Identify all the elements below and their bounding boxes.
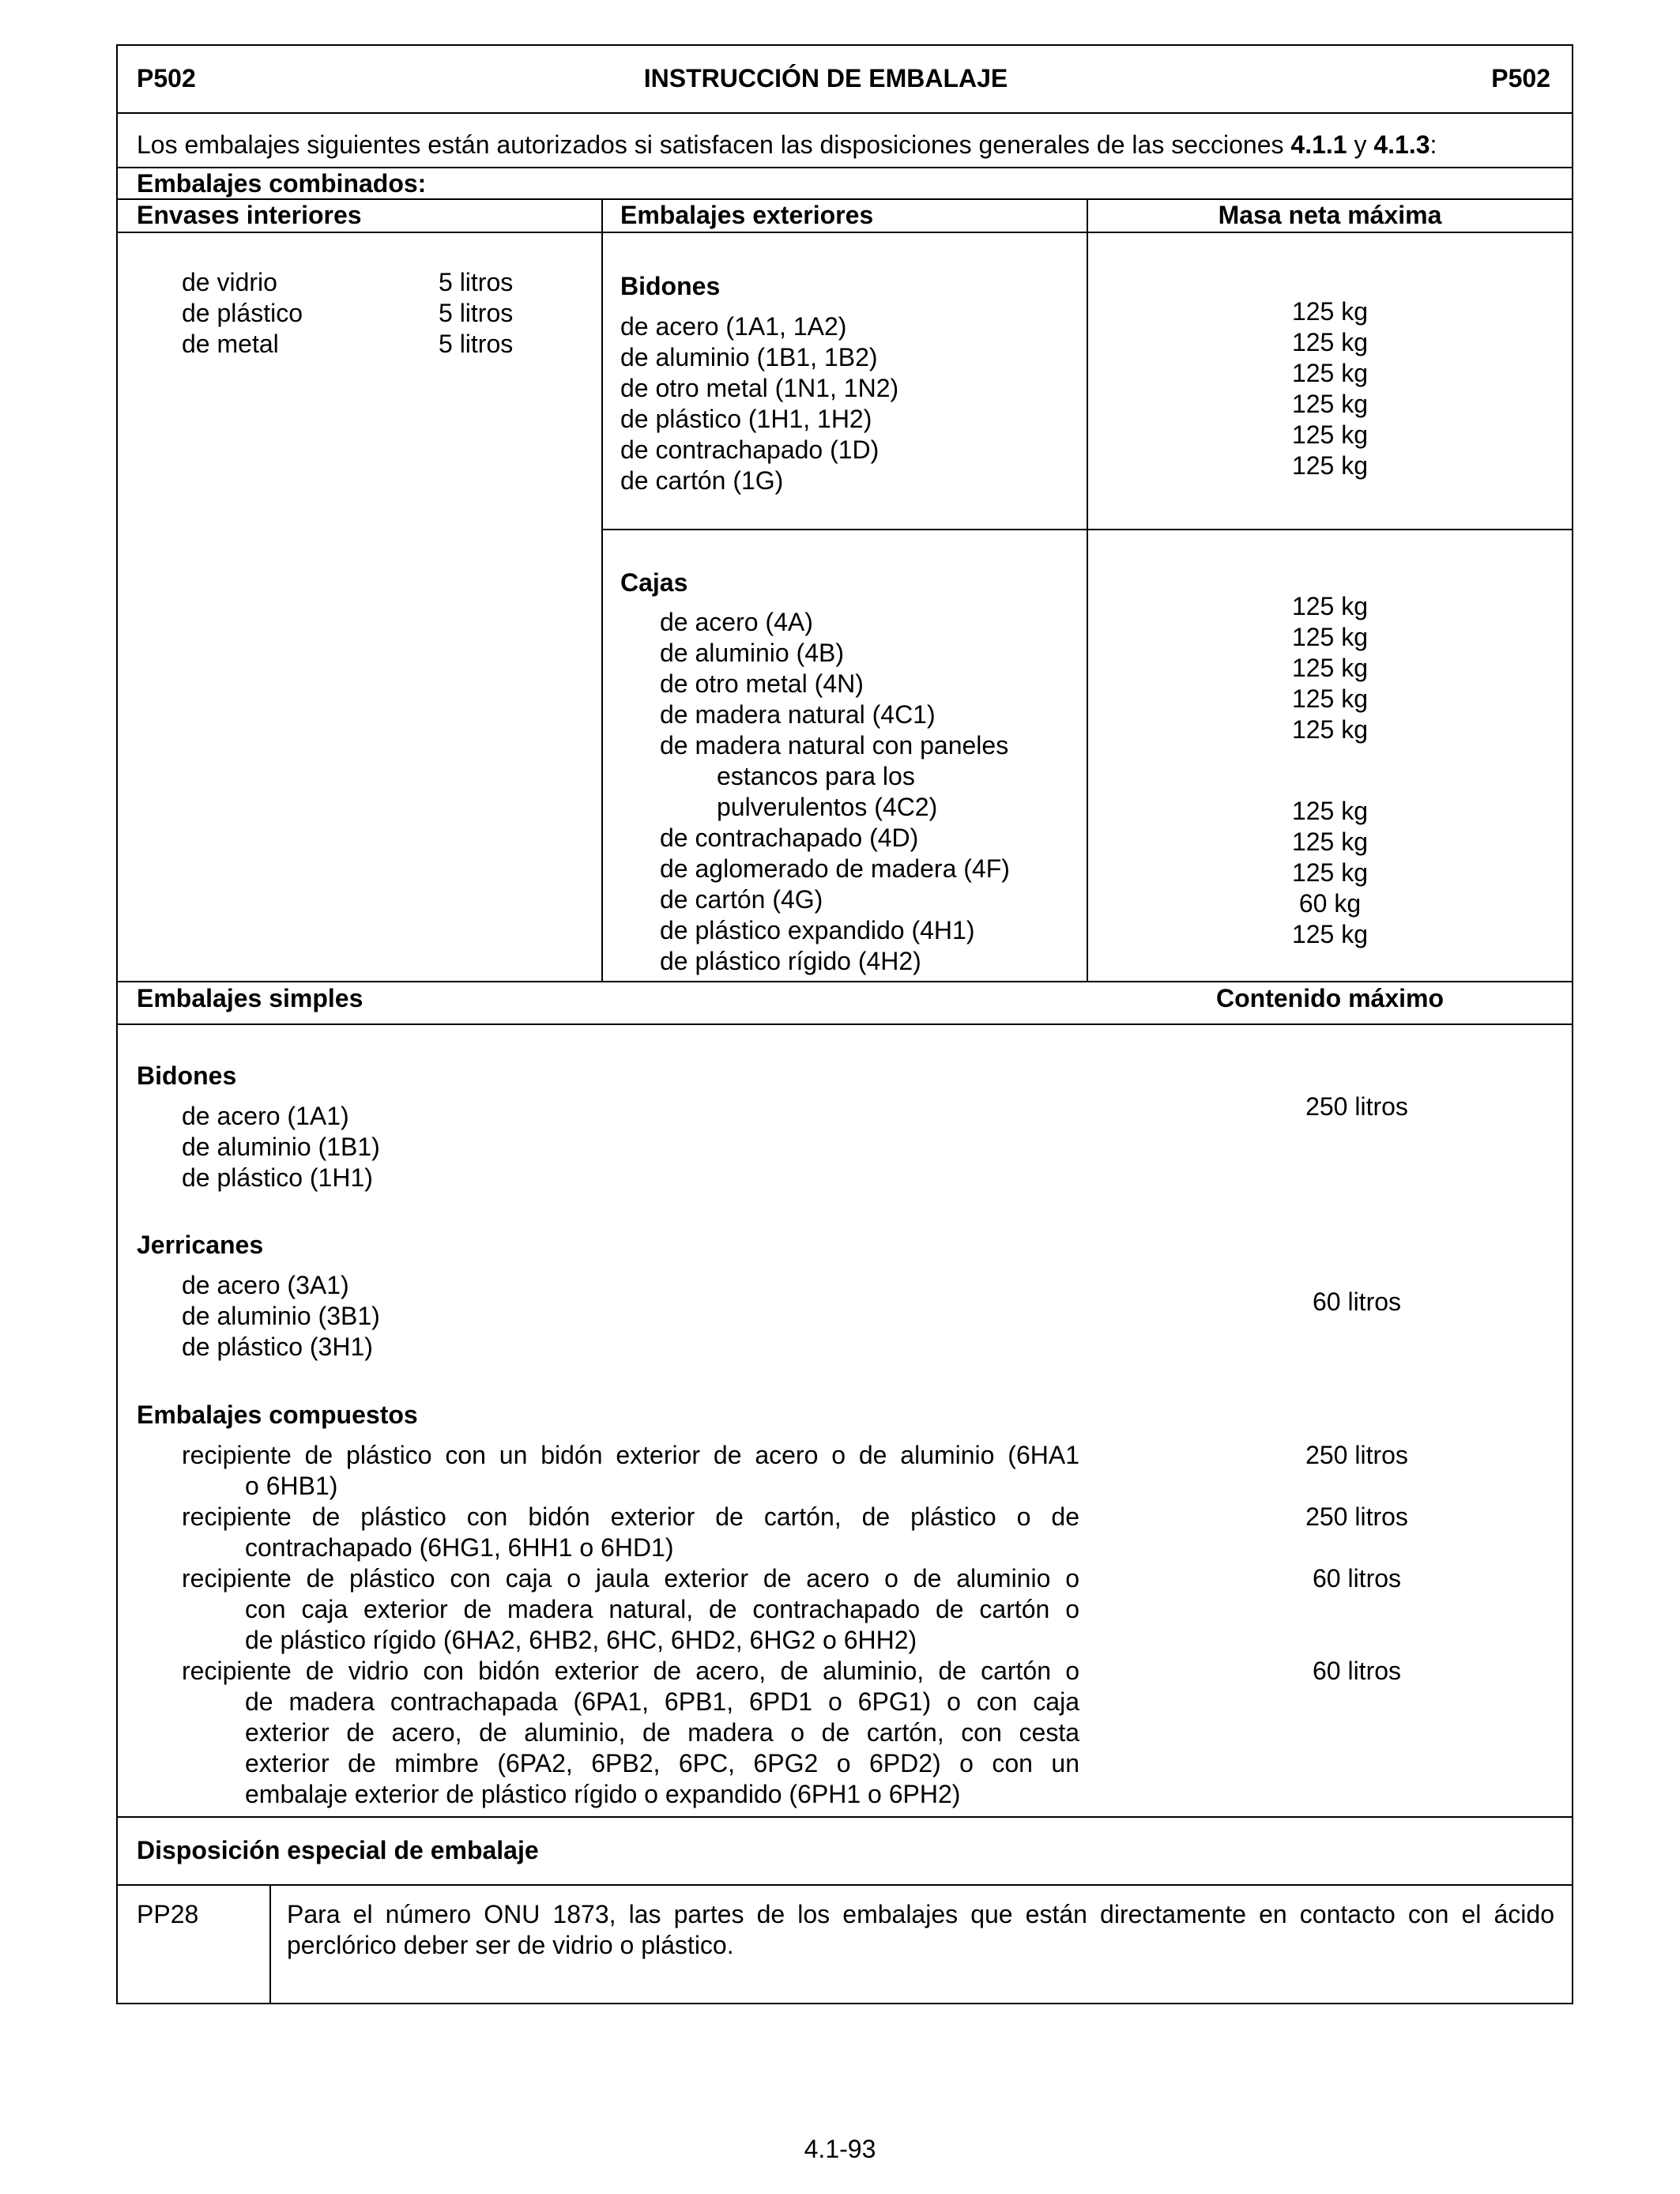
composite-item — [182, 1563, 1079, 1656]
list-item: de cartón (4G) — [660, 885, 823, 914]
inner-capacities — [439, 267, 513, 360]
mass-value: 125 kg — [1291, 684, 1369, 713]
composite-max: 250 litros — [1305, 1441, 1408, 1469]
ref-4-1-3: 4.1.3 — [1373, 130, 1430, 159]
mass-value: 125 kg — [1291, 654, 1369, 682]
list-item: de plástico rígido (4H2) — [660, 947, 921, 975]
single-heading: Embalajes simples — [137, 984, 363, 1012]
list-item: de acero (1A1) — [182, 1102, 349, 1130]
list-item: de plástico (1H1, 1H2) — [620, 405, 872, 433]
list-item: de madera natural (4C1) — [660, 700, 936, 729]
list-item: de plástico expandido (4H1) — [660, 916, 975, 944]
inner-material: de metal — [182, 330, 279, 358]
list-item: de aglomerado de madera (4F) — [660, 854, 1010, 883]
jerricans-list — [182, 1270, 380, 1363]
inner-capacity: 5 litros — [439, 299, 514, 327]
mass-value: 125 kg — [1291, 328, 1369, 356]
boxes-list — [660, 607, 1010, 977]
inner-material: de plástico — [182, 299, 303, 327]
mass-value: 125 kg — [1291, 592, 1369, 620]
composite-text: embalaje exterior de plástico rígido o expandido (6PH1 o 6PH2) — [245, 1780, 961, 1808]
composite-text: exterior de acero, de aluminio, de madera o de cartón, con cesta — [245, 1718, 1079, 1747]
boxes-title: Cajas — [620, 568, 688, 597]
drums-list — [620, 311, 898, 496]
intro-text-b: y — [1347, 130, 1374, 159]
col-content-heading: Contenido máximo — [1215, 984, 1444, 1012]
mass-value: 60 kg — [1298, 889, 1362, 918]
ref-4-1-1: 4.1.1 — [1290, 130, 1347, 159]
single-drums-title: Bidones — [137, 1061, 237, 1090]
list-item: de aluminio (4B) — [660, 639, 844, 667]
special-code: PP28 — [137, 1900, 199, 1928]
col-mass-heading: Masa neta máxima — [1218, 201, 1442, 229]
single-drums-list — [182, 1101, 380, 1193]
composite-max: 60 litros — [1312, 1657, 1402, 1685]
list-item-continuation: estancos para los — [717, 762, 915, 790]
jerricans-title: Jerricanes — [137, 1231, 264, 1259]
mass-value: 125 kg — [1291, 420, 1369, 449]
single-drums-max: 250 litros — [1305, 1092, 1408, 1121]
list-item: de plástico (1H1) — [182, 1163, 373, 1192]
boxes-masses-b — [1088, 796, 1572, 950]
col-outer-heading: Embalajes exteriores — [620, 201, 874, 229]
drums-title: Bidones — [620, 272, 721, 300]
combined-heading: Embalajes combinados: — [137, 169, 427, 198]
list-item-continuation: pulverulentos (4C2) — [717, 793, 938, 821]
composite-item — [182, 1502, 1079, 1563]
page-title: INSTRUCCIÓN DE EMBALAJE — [643, 64, 1008, 92]
list-item: de otro metal (4N) — [660, 669, 864, 698]
inner-capacity: 5 litros — [439, 330, 514, 358]
list-item: de aluminio (1B1) — [182, 1133, 380, 1161]
list-item: de acero (3A1) — [182, 1271, 349, 1299]
list-item: de acero (1A1, 1A2) — [620, 312, 847, 341]
composite-max: 60 litros — [1312, 1564, 1402, 1593]
list-item: de aluminio (3B1) — [182, 1302, 380, 1330]
special-heading: Disposición especial de embalaje — [137, 1836, 539, 1864]
list-item: de madera natural con paneles — [660, 731, 1009, 760]
list-item: de acero (4A) — [660, 608, 813, 636]
boxes-masses-a — [1088, 591, 1572, 745]
composite-item — [182, 1656, 1079, 1810]
inner-material: de vidrio — [182, 268, 277, 296]
inner-capacity: 5 litros — [439, 268, 514, 296]
mass-value: 125 kg — [1291, 359, 1369, 387]
mass-value: 125 kg — [1291, 451, 1369, 480]
inner-materials — [182, 267, 303, 360]
composite-text: recipiente de plástico con caja o jaula exterior de acero o de aluminio o — [182, 1564, 1079, 1593]
code-right: P502 — [1491, 64, 1550, 92]
mass-value: 125 kg — [1291, 920, 1369, 948]
mass-value: 125 kg — [1291, 797, 1369, 825]
intro-text-c: : — [1430, 130, 1437, 159]
composite-text: de madera contrachapada (6PA1, 6PB1, 6PD1 o 6PG1) o con caja — [245, 1687, 1079, 1716]
mass-value: 125 kg — [1291, 623, 1369, 651]
col-inner-heading: Envases interiores — [137, 201, 362, 229]
intro-text-a: Los embalajes siguientes están autorizados si satisfacen las disposiciones generales de las secciones — [137, 130, 1291, 159]
mass-value: 125 kg — [1291, 390, 1369, 418]
composite-text: exterior de mimbre (6PA2, 6PB2, 6PC, 6PG2 o 6PD2) o con un — [245, 1749, 1079, 1777]
list-item: de plástico (3H1) — [182, 1333, 373, 1361]
drums-masses — [1088, 296, 1572, 481]
composite-text: o 6HB1) — [245, 1472, 338, 1500]
composite-max: 250 litros — [1305, 1502, 1408, 1531]
list-item: de contrachapado (4D) — [660, 824, 919, 852]
intro-text — [137, 130, 1437, 160]
code-left: P502 — [137, 64, 196, 92]
jerricans-max: 60 litros — [1312, 1287, 1402, 1316]
composite-text: contrachapado (6HG1, 6HH1 o 6HD1) — [245, 1533, 674, 1562]
composite-text: recipiente de vidrio con bidón exterior de acero, de aluminio, de cartón o — [182, 1657, 1079, 1685]
composite-item — [182, 1440, 1079, 1502]
page-number: 4.1-93 — [804, 2135, 876, 2163]
composite-title: Embalajes compuestos — [137, 1400, 418, 1429]
special-text: Para el número ONU 1873, las partes de los embalajes que están directamente en contacto con el ácido perclórico deber ser de vidrio o plástico. — [287, 1900, 1554, 1959]
mass-value: 125 kg — [1291, 827, 1369, 856]
mass-value: 125 kg — [1291, 858, 1369, 887]
composite-text: con caja exterior de madera natural, de contrachapado de cartón o — [245, 1595, 1079, 1623]
list-item: de cartón (1G) — [620, 466, 784, 495]
composite-text: de plástico rígido (6HA2, 6HB2, 6HC, 6HD2, 6HG2 o 6HH2) — [245, 1626, 917, 1654]
list-item: de otro metal (1N1, 1N2) — [620, 374, 899, 402]
composite-text: recipiente de plástico con un bidón exterior de acero o de aluminio (6HA1 — [182, 1441, 1079, 1469]
composite-text: recipiente de plástico con bidón exterior de cartón, de plástico o de — [182, 1502, 1079, 1531]
list-item: de contrachapado (1D) — [620, 435, 880, 464]
mass-value: 125 kg — [1291, 297, 1369, 326]
list-item: de aluminio (1B1, 1B2) — [620, 343, 878, 371]
mass-value: 125 kg — [1291, 715, 1369, 744]
